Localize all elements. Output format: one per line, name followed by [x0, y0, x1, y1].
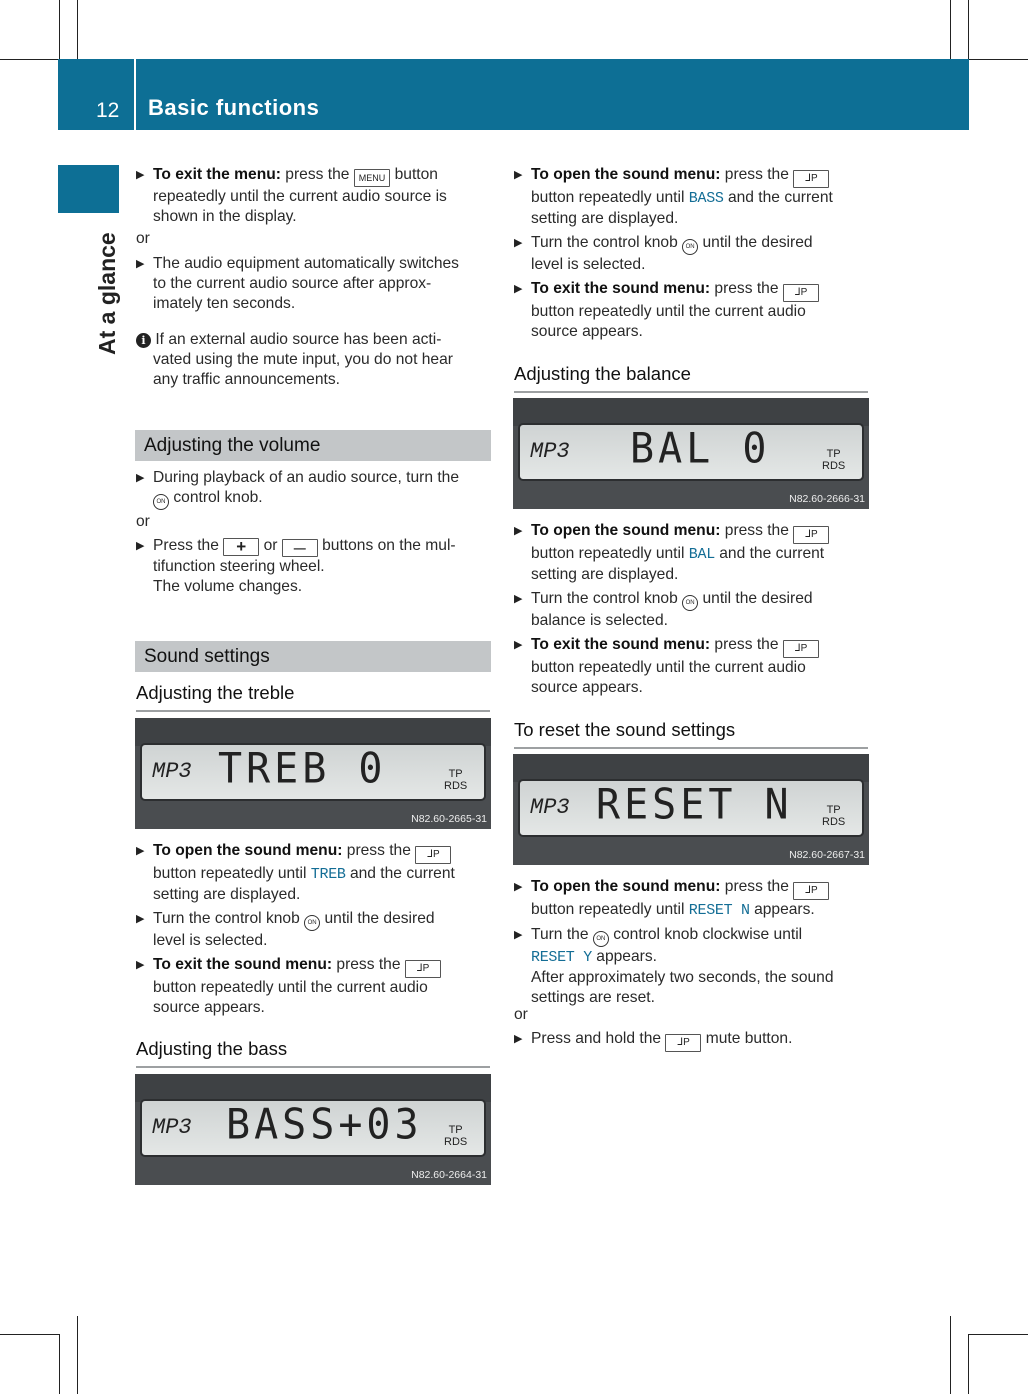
- mute-key-icon: ᒧP: [783, 284, 819, 302]
- crop-mark: [968, 0, 969, 60]
- reset-open-step: ▶ To open the sound menu: press the ᒧP button repeatedly until RESET N appears.: [514, 877, 874, 921]
- mute-key-icon: ᒧP: [783, 640, 819, 658]
- subhead-balance: Adjusting the balance: [514, 363, 868, 393]
- mute-key-icon: ᒧP: [793, 882, 829, 900]
- or-text: or: [136, 230, 150, 247]
- control-knob-icon: ON: [682, 595, 698, 611]
- bass-turn-step: ▶ Turn the control knob ON until the desired level is selected.: [514, 234, 813, 273]
- subhead-bass: Adjusting the bass: [136, 1038, 490, 1068]
- treble-open-step: ▶ To open the sound menu: press the ᒧP button repeatedly until TREB and the current setting are displayed.: [136, 842, 455, 903]
- reset-turn-step: ▶ Turn the ON control knob clockwise until RESET Y appears. After approximately two seconds, the sound settings are reset.: [514, 926, 834, 1006]
- page-title: Basic functions: [148, 95, 320, 120]
- crop-mark: [969, 59, 1028, 60]
- balance-exit-step: ▶ To exit the sound menu: press the ᒧP button repeatedly until the current audio source appears.: [514, 635, 874, 698]
- mute-key-icon: ᒧP: [793, 170, 829, 188]
- plus-key-icon: +: [223, 538, 259, 556]
- crop-mark: [59, 0, 60, 60]
- treble-turn-step: ▶ Turn the control knob ON until the desired level is selected.: [136, 910, 435, 949]
- auto-switch-step: ▶ The audio equipment automatically switches to the current audio source after approx- imately ten seconds.: [136, 255, 459, 312]
- control-knob-icon: ON: [304, 915, 320, 931]
- crop-mark: [0, 1334, 59, 1335]
- crop-mark: [950, 1316, 951, 1394]
- reset-hold-step: ▶ Press and hold the ᒧP mute button.: [514, 1029, 874, 1052]
- balance-open-step: ▶ To open the sound menu: press the ᒧP button repeatedly until BAL and the current setting are displayed.: [514, 521, 874, 585]
- mute-key-icon: ᒧP: [665, 1034, 701, 1052]
- minus-key-icon: —: [282, 539, 318, 557]
- volume-turn-step: ▶ During playback of an audio source, turn the ON control knob.: [136, 468, 496, 510]
- bass-exit-step: ▶ To exit the sound menu: press the ᒧP button repeatedly until the current audio source appears.: [514, 279, 874, 342]
- page-number: 12: [96, 99, 120, 122]
- subhead-treble: Adjusting the treble: [136, 682, 490, 712]
- section-adjusting-volume: Adjusting the volume: [135, 430, 491, 461]
- side-tab-marker: [58, 165, 119, 213]
- or-text: or: [514, 1006, 528, 1023]
- crop-mark: [950, 0, 951, 60]
- section-sound-settings: Sound settings: [135, 641, 491, 672]
- volume-buttons-step: ▶ Press the + or — buttons on the mul- tifunction steering wheel. The volume changes.: [136, 537, 456, 595]
- crop-mark: [969, 1334, 1028, 1335]
- control-knob-icon: ON: [153, 494, 169, 510]
- side-tab-label: At a glance: [94, 232, 120, 355]
- bass-open-step: ▶ To open the sound menu: press the ᒧP button repeatedly until BASS and the current setting are displayed.: [514, 166, 833, 227]
- crop-mark: [77, 1316, 78, 1394]
- crop-mark: [968, 1334, 969, 1394]
- balance-turn-step: ▶ Turn the control knob ON until the desired balance is selected.: [514, 590, 813, 629]
- control-knob-icon: ON: [593, 931, 609, 947]
- subhead-reset: To reset the sound settings: [514, 719, 868, 749]
- treble-display-image: MP3 TREB 0 TP RDS N82.60-2665-31: [135, 718, 491, 829]
- menu-key-icon: MENU: [354, 169, 391, 187]
- crop-mark: [59, 1334, 60, 1394]
- mute-key-icon: ᒧP: [405, 960, 441, 978]
- mute-key-icon: ᒧP: [415, 846, 451, 864]
- info-icon: i: [136, 333, 151, 348]
- crop-mark: [0, 59, 59, 60]
- header-divider: [134, 59, 136, 130]
- reset-display-image: MP3 RESET N TP RDS N82.60-2667-31: [513, 754, 869, 865]
- info-note: i If an external audio source has been acti- vated using the mute input, you do not hear any traffic announcements.: [136, 330, 496, 390]
- bass-display-image: MP3 BASS+03 TP RDS N82.60-2664-31: [135, 1074, 491, 1185]
- mute-key-icon: ᒧP: [793, 526, 829, 544]
- crop-mark: [77, 0, 78, 60]
- balance-display-image: MP3 BAL 0 TP RDS N82.60-2666-31: [513, 398, 869, 509]
- exit-menu-step: ▶ To exit the menu: press the MENU button repeatedly until the current audio source is shown in the display.: [136, 166, 447, 225]
- treble-exit-step: ▶ To exit the sound menu: press the ᒧP button repeatedly until the current audio source appears.: [136, 955, 496, 1018]
- control-knob-icon: ON: [682, 239, 698, 255]
- or-text: or: [136, 513, 150, 530]
